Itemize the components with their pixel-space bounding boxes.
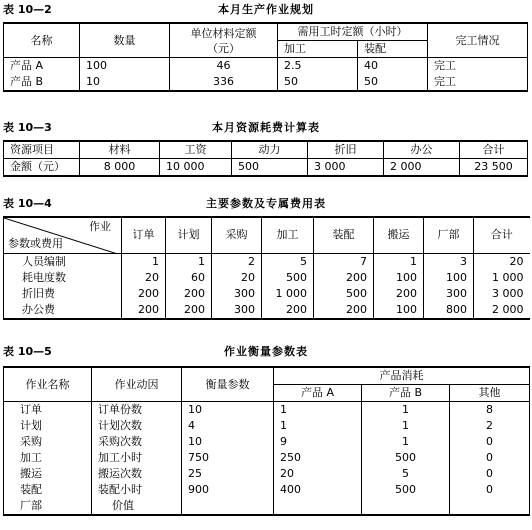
table-row: 人员编制 1 1 2 5 7 1 3 20 <box>4 253 530 270</box>
production-plan-table <box>3 22 528 92</box>
table-header-row: 资源项目 材料 工资 动力 折旧 办公 合计 <box>4 141 528 159</box>
corner-top-label: 作业 <box>89 220 111 233</box>
diagonal-header-cell <box>4 217 122 253</box>
activity-measure-table <box>3 366 530 516</box>
table-10-3-section <box>0 118 532 188</box>
table-title: 本月生产作业规划 <box>218 3 314 16</box>
table-caption <box>0 342 532 358</box>
table-row: 采购 采购次数 10 9 1 0 <box>4 434 530 450</box>
table-row: 厂部 价值 <box>4 498 530 515</box>
table-row: 装配 装配小时 900 400 500 0 <box>4 482 530 498</box>
table-row: 办公费 200 200 300 200 200 100 800 2 000 <box>4 302 530 319</box>
table-10-5-section <box>0 342 532 530</box>
table-number: 表 10—5 <box>3 345 52 358</box>
header-consumption: 产品消耗 <box>274 367 530 385</box>
header-asm: 装配 <box>358 41 428 58</box>
table-row: 耗电度数 20 60 20 500 200 100 100 1 000 <box>4 270 530 286</box>
table-number: 表 10—2 <box>3 3 52 16</box>
table-title: 作业衡量参数表 <box>224 345 308 358</box>
table-header-row: 作业 参数或费用 订单 计划 采购 加工 装配 搬运 厂部 合计 <box>4 217 530 253</box>
table-row: 折旧费 200 200 300 1 000 500 200 300 3 000 <box>4 286 530 302</box>
header-other: 其他 <box>450 385 530 402</box>
corner-bottom-label: 参数或费用 <box>8 236 63 250</box>
header-activity-name: 作业名称 <box>4 367 92 402</box>
header-hours: 需用工时定额（小时） <box>278 23 428 41</box>
table-row: 产品 B 10 336 50 50 完工 <box>4 74 528 91</box>
table-row: 加工 加工小时 750 250 500 0 <box>4 450 530 466</box>
table-number: 表 10—3 <box>3 121 52 134</box>
header-material <box>170 23 278 58</box>
header-status: 完工情况 <box>428 23 528 58</box>
header-product-b: 产品 B <box>362 385 450 402</box>
table-caption <box>0 118 532 134</box>
header-product-a: 产品 A <box>274 385 362 402</box>
table-10-4-section <box>0 194 532 334</box>
header-proc: 加工 <box>278 41 358 58</box>
table-10-2-section <box>0 0 532 100</box>
table-row: 订单 订单份数 10 1 1 8 <box>4 402 530 419</box>
table-row: 计划 计划次数 4 1 1 2 <box>4 418 530 434</box>
header-material-line1: 单位材料定额 <box>190 26 257 40</box>
parameter-cost-table <box>3 216 530 320</box>
table-number: 表 10—4 <box>3 197 52 210</box>
table-caption <box>0 0 532 16</box>
table-row: 产品 A 100 46 2.5 40 完工 <box>4 58 528 75</box>
resource-cost-table <box>3 140 528 177</box>
header-param: 衡量参数 <box>182 367 274 402</box>
table-title: 主要参数及专属费用表 <box>206 197 326 210</box>
table-row: 搬运 搬运次数 25 20 5 0 <box>4 466 530 482</box>
header-material-line2: （元） <box>207 41 240 55</box>
header-qty: 数量 <box>80 23 170 58</box>
table-title: 本月资源耗费计算表 <box>212 121 320 134</box>
header-driver: 作业动因 <box>92 367 182 402</box>
header-name: 名称 <box>4 23 80 58</box>
table-caption <box>0 194 532 210</box>
table-row: 金额（元） 8 000 10 000 500 3 000 2 000 23 500 <box>4 159 528 177</box>
